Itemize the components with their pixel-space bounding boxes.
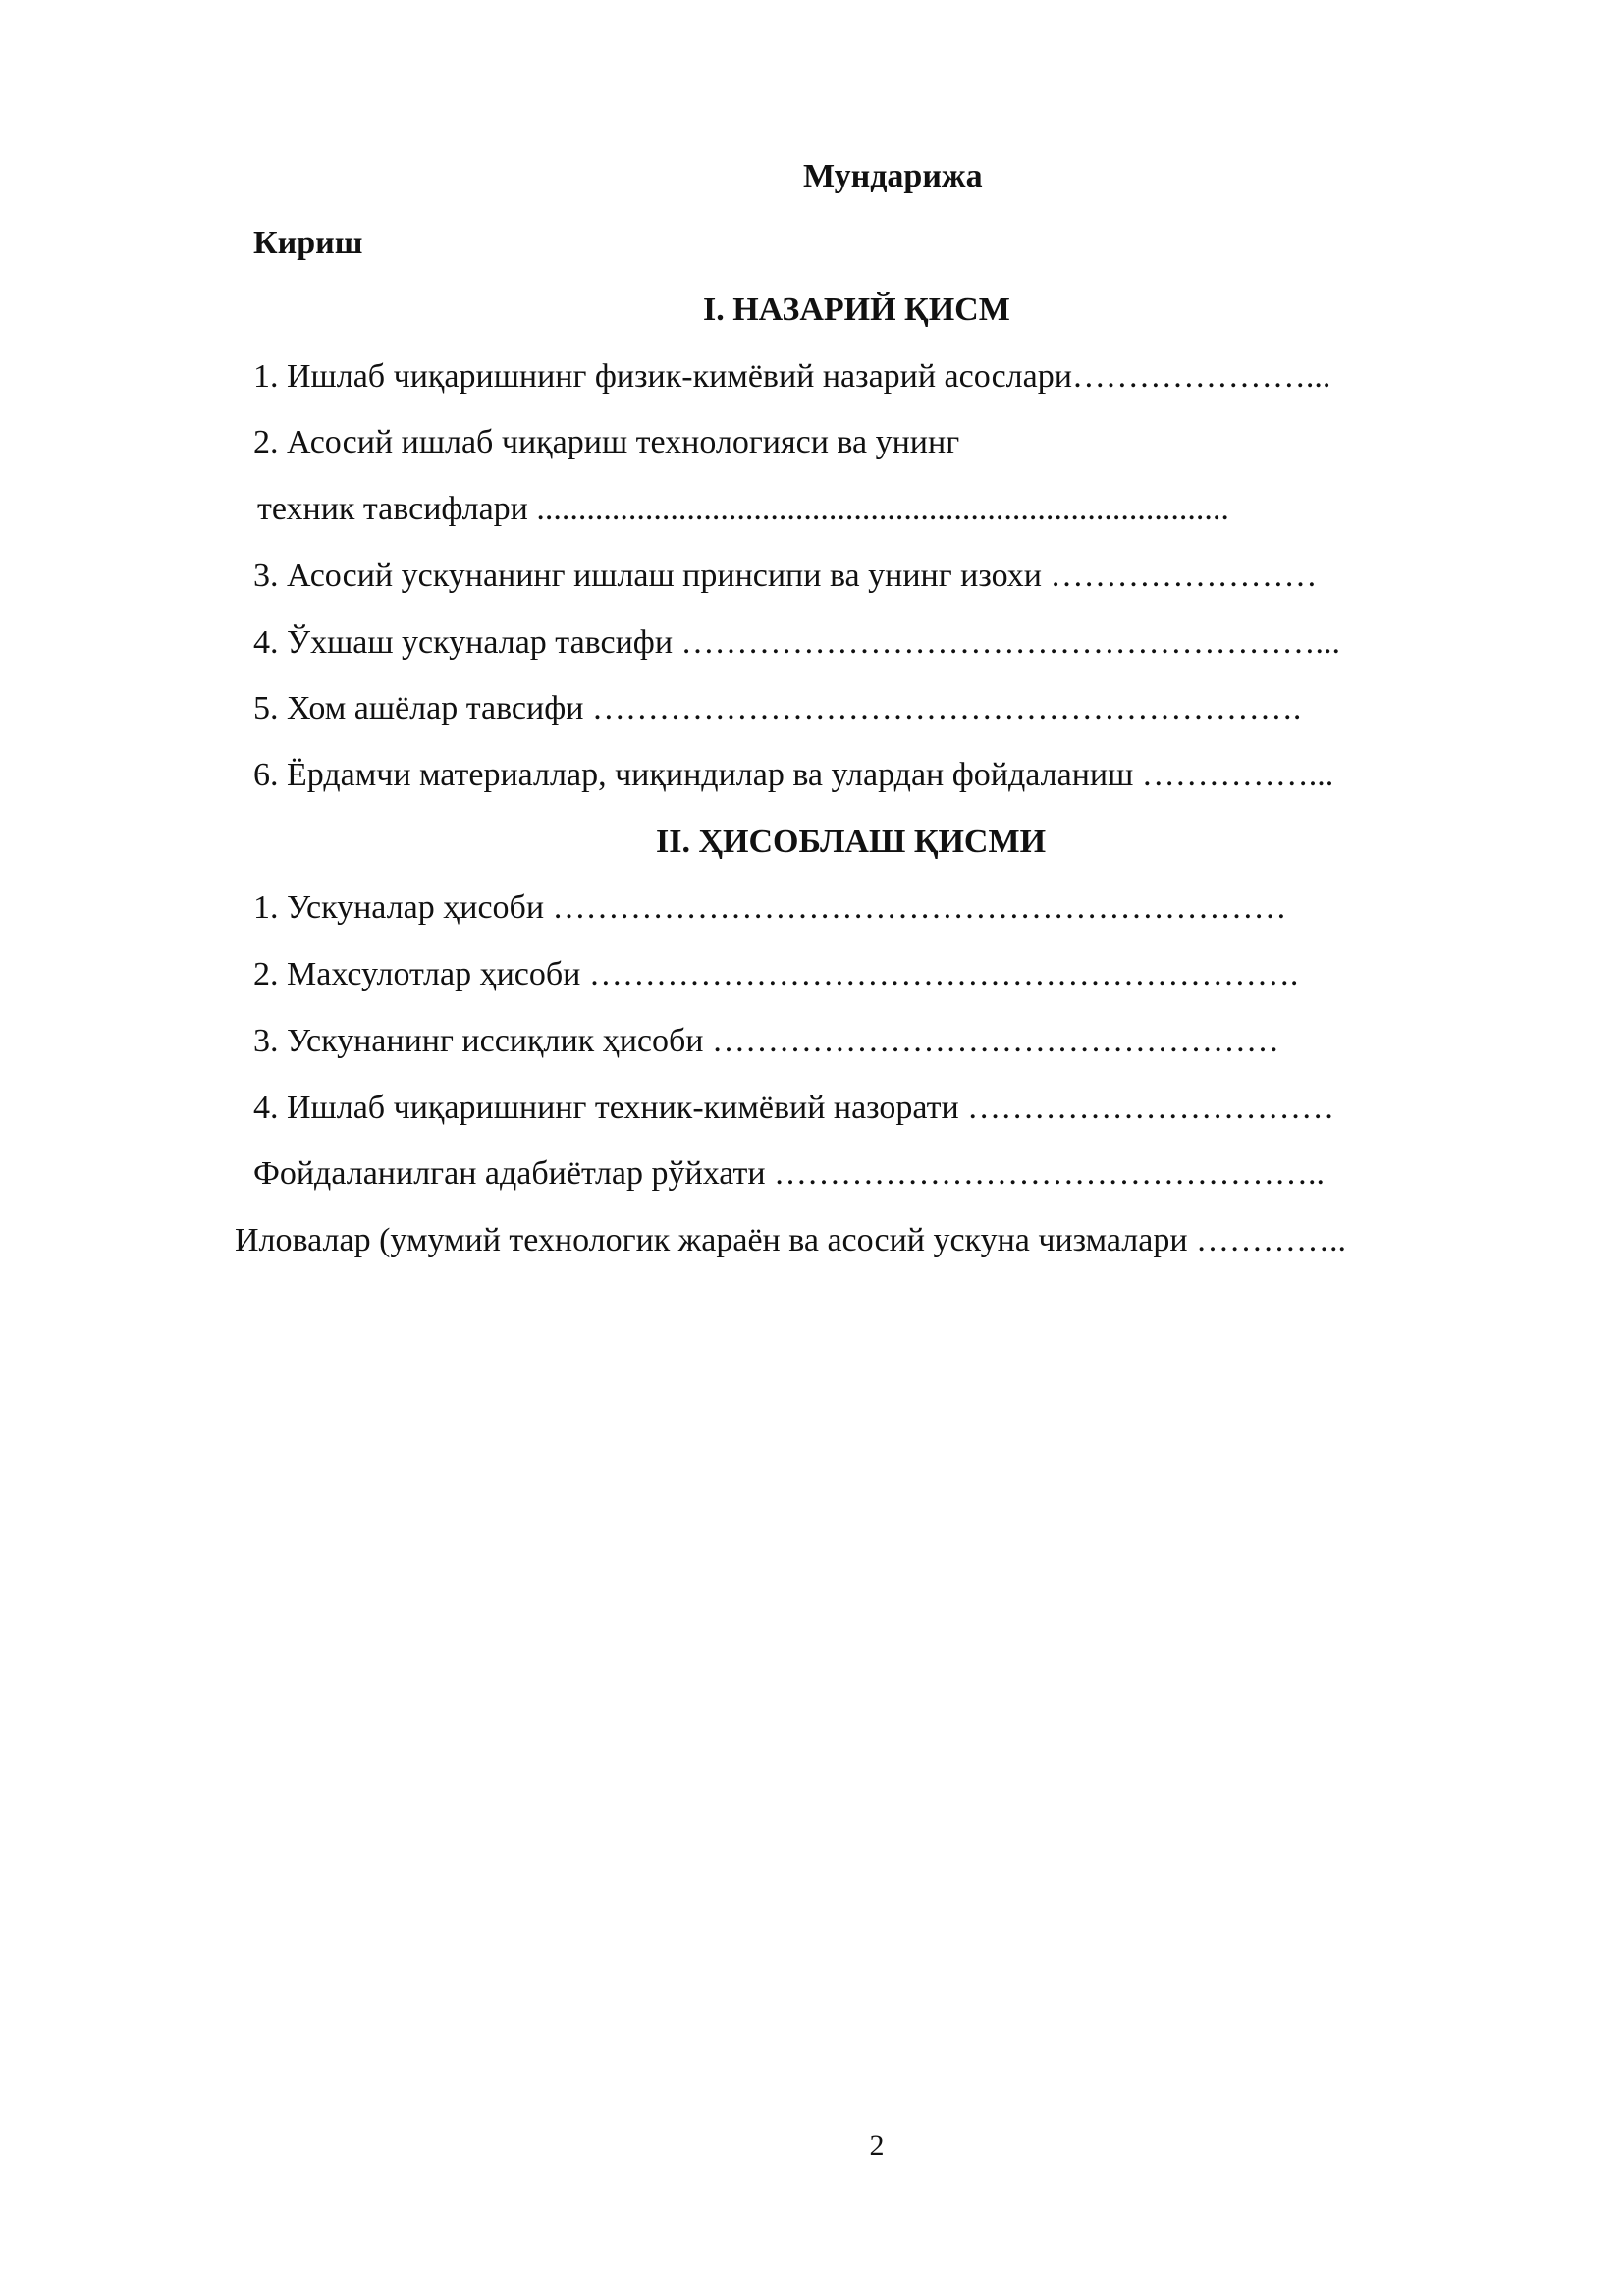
toc-title: Мундарижа <box>803 158 983 194</box>
references-entry: Фойдаланилган адабиётлар рўйхати ………………………………………….. <box>253 1155 1326 1192</box>
toc-entry: 2. Махсулотлар ҳисоби ………………………………………………………. <box>253 956 1299 992</box>
toc-entry: техник тавсифлари ................................................................................... <box>257 491 1229 527</box>
section1-heading: I. НАЗАРИЙ ҚИСМ <box>703 292 1010 328</box>
page-number: 2 <box>869 2129 885 2162</box>
intro-heading: Кириш <box>253 225 363 261</box>
section2-heading: II. ҲИСОБЛАШ ҚИСМИ <box>656 824 1047 860</box>
toc-entry: 1. Ускуналар ҳисоби ………………………………………………………… <box>253 889 1287 926</box>
toc-entry: 2. Асосий ишлаб чиқариш технологияси ва унинг <box>253 424 960 460</box>
toc-entry: 6. Ёрдамчи материаллар, чиқиндилар ва улардан фойдаланиш ……………... <box>253 757 1334 793</box>
toc-entry: 4. Ишлаб чиқаришнинг техник-кимёвий назорати …………………………… <box>253 1090 1335 1126</box>
toc-entry: 3. Ускунанинг иссиқлик ҳисоби …………………………………………… <box>253 1023 1279 1059</box>
toc-entry: 1. Ишлаб чиқаришнинг физик-кимёвий назарий асослари…………………... <box>253 358 1331 395</box>
appendix-entry: Иловалар (умумий технологик жараён ва асосий ускуна чизмалари ………….. <box>235 1222 1347 1258</box>
toc-entry: 3. Асосий ускунанинг ишлаш принсипи ва унинг изохи …………………… <box>253 558 1318 594</box>
toc-entry: 5. Хом ашёлар тавсифи ………………………………………………………. <box>253 690 1302 726</box>
toc-entry: 4. Ўхшаш ускуналар тавсифи …………………………………………………... <box>253 624 1341 661</box>
